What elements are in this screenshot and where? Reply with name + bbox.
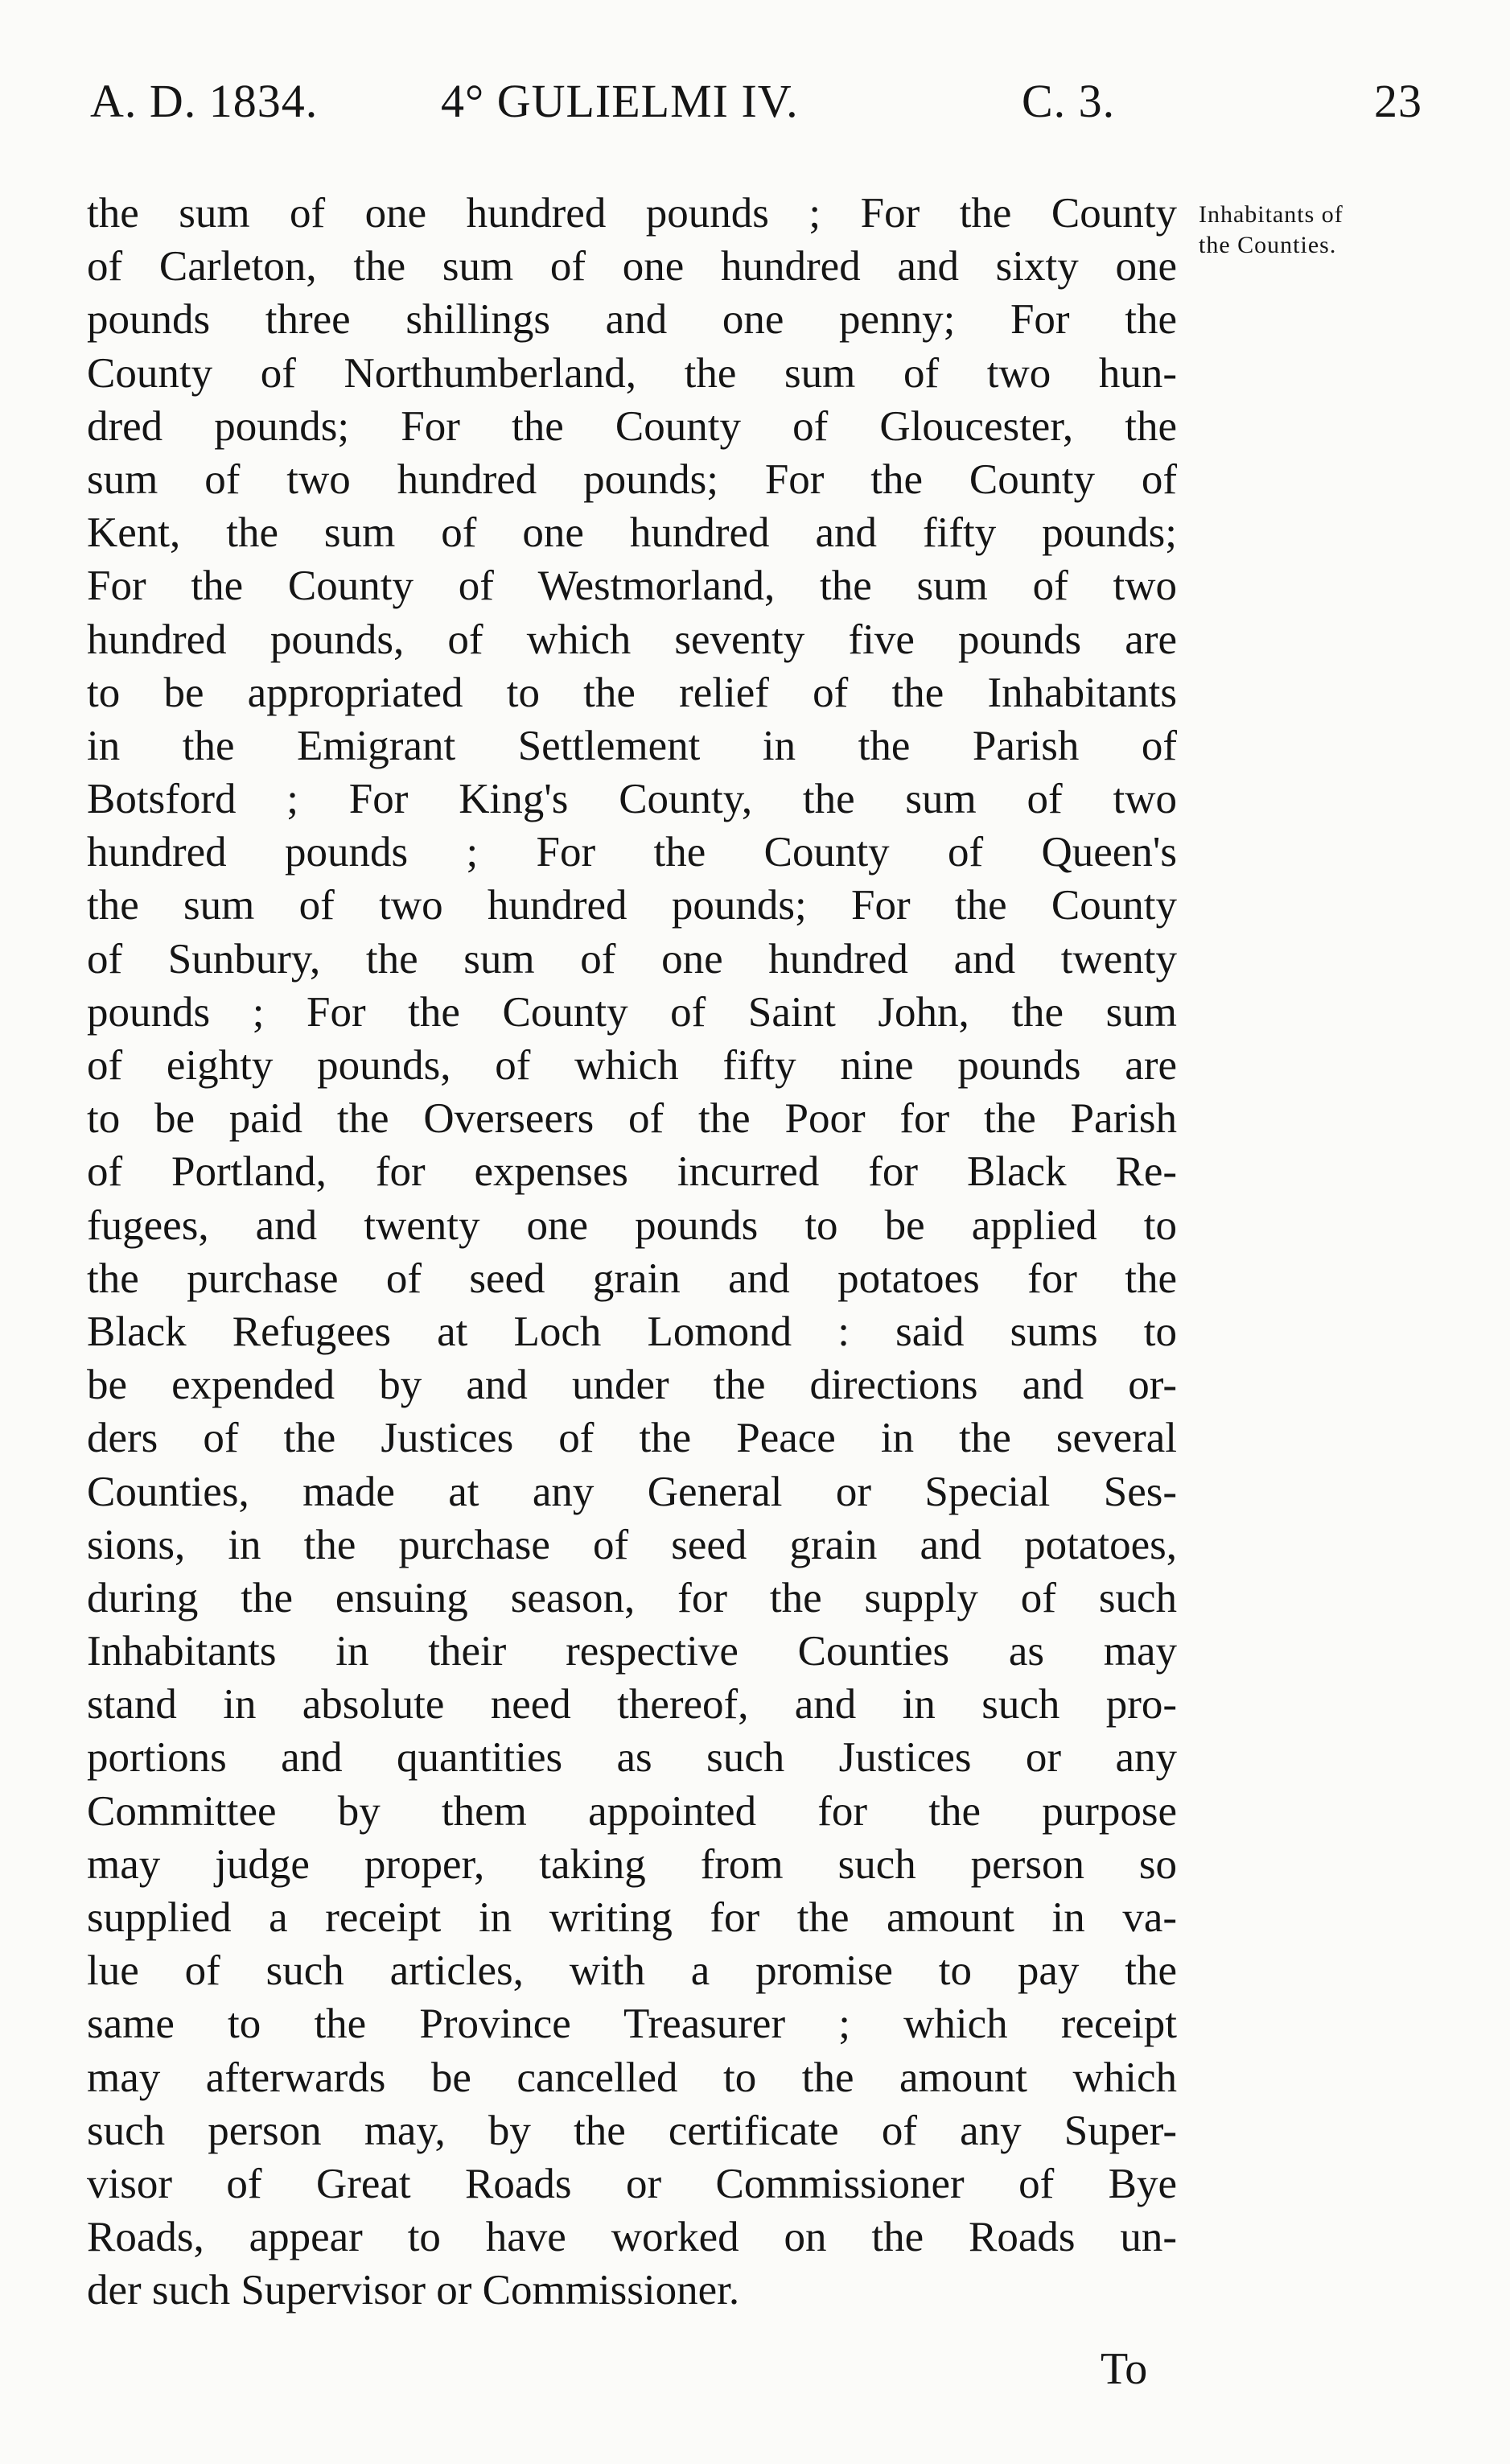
text-line: visor of Great Roads or Commissioner of Bye [87, 2160, 1177, 2207]
text-line: For the County of Westmorland, the sum of two [87, 562, 1177, 610]
running-head-regnal-year: 4° GULIELMI IV. [441, 75, 799, 127]
text-line: the sum of one hundred pounds ; For the County [87, 190, 1177, 237]
text-line: der such Supervisor or Commissioner. [87, 2267, 740, 2314]
text-line: of Sunbury, the sum of one hundred and twenty [87, 935, 1177, 983]
marginal-note [1199, 200, 1440, 261]
text-line: be expended by and under the directions and or- [87, 1362, 1177, 1409]
text-line: Kent, the sum of one hundred and fifty pounds; [87, 509, 1177, 557]
text-line: to be paid the Overseers of the Poor for the Parish [87, 1095, 1177, 1143]
body-text [87, 187, 1177, 2318]
text-line: supplied a receipt in writing for the amount in va- [87, 1894, 1177, 1941]
marginal-note-line: Inhabitants of [1199, 201, 1343, 228]
text-line: same to the Province Treasurer ; which receipt [87, 2000, 1177, 2048]
text-line: of Portland, for expenses incurred for Black Re- [87, 1148, 1177, 1196]
running-head-year: A. D. 1834. [90, 75, 319, 127]
text-line: such person may, by the certificate of any Super- [87, 2107, 1177, 2154]
text-line: may judge proper, taking from such person so [87, 1840, 1177, 1888]
text-line: stand in absolute need thereof, and in such pro- [87, 1681, 1177, 1729]
catchword: To [1101, 2344, 1148, 2394]
text-line: dred pounds; For the County of Gloucester, the [87, 402, 1177, 450]
text-line: during the ensuing season, for the supply of such [87, 1574, 1177, 1621]
text-line: Black Refugees at Loch Lomond : said sums to [87, 1308, 1177, 1355]
text-line: of Carleton, the sum of one hundred and sixty one [87, 243, 1177, 290]
text-line: portions and quantities as such Justices or any [87, 1734, 1177, 1782]
text-line: may afterwards be cancelled to the amount which [87, 2054, 1177, 2101]
text-line: Inhabitants in their respective Counties as may [87, 1628, 1177, 1675]
text-line: sions, in the purchase of seed grain and potatoes, [87, 1521, 1177, 1568]
text-line: Botsford ; For King's County, the sum of two [87, 776, 1177, 823]
text-line: pounds three shillings and one penny; For the [87, 296, 1177, 344]
marginal-note-line: the Counties. [1199, 232, 1337, 258]
text-line: pounds ; For the County of Saint John, the sum [87, 988, 1177, 1036]
text-line: the purchase of seed grain and potatoes for the [87, 1255, 1177, 1302]
text-line: ders of the Justices of the Peace in the several [87, 1415, 1177, 1462]
text-line: Counties, made at any General or Special Ses- [87, 1468, 1177, 1515]
text-line: in the Emigrant Settlement in the Parish of [87, 722, 1177, 769]
text-line: sum of two hundred pounds; For the County of [87, 455, 1177, 503]
text-line: hundred pounds ; For the County of Queen's [87, 829, 1177, 876]
page-number: 23 [1374, 75, 1422, 127]
text-line: to be appropriated to the relief of the Inhabitants [87, 669, 1177, 716]
text-line: Committee by them appointed for the purpose [87, 1787, 1177, 1835]
text-line: fugees, and twenty one pounds to be applied to [87, 1201, 1177, 1249]
text-line: lue of such articles, with a promise to pay the [87, 1947, 1177, 1995]
text-line: of eighty pounds, of which fifty nine pounds are [87, 1042, 1177, 1089]
running-head-chapter: C. 3. [1022, 75, 1116, 127]
running-head [0, 74, 1510, 146]
text-line: the sum of two hundred pounds; For the County [87, 882, 1177, 929]
text-line: hundred pounds, of which seventy five pounds are [87, 616, 1177, 663]
text-line: County of Northumberland, the sum of two hun- [87, 349, 1177, 397]
text-line: Roads, appear to have worked on the Roads un- [87, 2214, 1177, 2261]
